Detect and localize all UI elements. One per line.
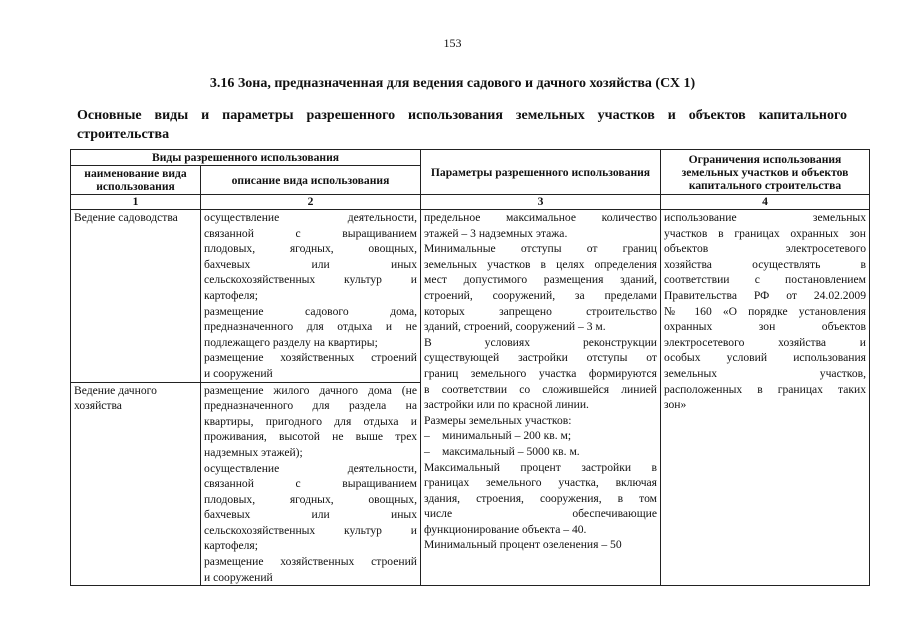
- restriction-line: зон»: [664, 398, 687, 412]
- usage-description-cell: [201, 382, 421, 586]
- parameter-line: здания, строения, сооружения, в том: [424, 491, 657, 505]
- description-line: плодовых, ягодных, овощных,: [204, 492, 417, 506]
- restriction-line: объектов электросетевого: [664, 242, 866, 256]
- description-line: сельскохозяйственных культур и: [204, 273, 417, 287]
- header-usage-name: наименование вида использования: [71, 166, 201, 195]
- list-dash: –: [424, 429, 430, 443]
- parameter-list-item: [424, 444, 657, 460]
- usage-name-cell: [71, 210, 201, 383]
- description-line: размещение хозяйственных строений: [204, 555, 417, 569]
- parameter-line: предельное максимальное количество: [424, 211, 657, 224]
- header-usage-description: описание вида использования: [201, 166, 421, 195]
- parameter-line: строений, сооружений, за пределами: [424, 288, 657, 302]
- restriction-line: использование земельных: [664, 211, 866, 224]
- usage-name-cell: [71, 382, 201, 586]
- parameter-line: границ земельного участка формируются: [424, 366, 657, 380]
- parameter-line: Максимальный процент застройки в: [424, 460, 657, 474]
- restriction-line: Правительства РФ от 24.02.2009: [664, 288, 866, 302]
- description-line: бахчевых или иных: [204, 257, 417, 271]
- parameter-line: максимальный – 5000 кв. м.: [442, 444, 580, 458]
- column-number: 2: [201, 195, 421, 210]
- description-line: картофеля;: [204, 288, 258, 302]
- column-number: 4: [661, 195, 870, 210]
- parameter-line: земельных участков в целях определения: [424, 257, 657, 271]
- description-line: картофеля;: [204, 539, 258, 553]
- parameter-line: функционирование объекта – 40.: [424, 522, 587, 536]
- parameter-line: минимальный – 200 кв. м;: [442, 429, 572, 443]
- land-use-table: [70, 149, 870, 586]
- description-line: размещение жилого дачного дома (не: [204, 383, 417, 397]
- page-number: 153: [443, 36, 462, 50]
- description-line: сельскохозяйственных культур и: [204, 523, 417, 537]
- description-line: бахчевых или иных: [204, 508, 417, 522]
- restriction-line: особых условий использования: [664, 351, 866, 365]
- description-line: и сооружений: [204, 570, 273, 584]
- description-line: надземных этажей);: [204, 445, 303, 459]
- restriction-line: расположенных в границах таких: [664, 382, 866, 396]
- restriction-line: хозяйства осуществлять в: [664, 257, 866, 271]
- section-title: 3.16 Зона, предназначенная для ведения садового и дачного хозяйства (СХ 1): [209, 76, 696, 91]
- parameter-line: которых запрещено строительство: [424, 304, 657, 318]
- description-line: предназначенного для раздела на: [204, 399, 417, 413]
- restriction-line: земельных участков,: [664, 366, 866, 380]
- parameter-line: Минимальный процент озеленения – 50: [424, 538, 622, 552]
- parameters-cell: [421, 210, 661, 586]
- restriction-line: соответствии с постановлением: [664, 273, 866, 287]
- description-line: размещение хозяйственных строений: [204, 351, 417, 365]
- description-line: плодовых, ягодных, овощных,: [204, 242, 417, 256]
- restriction-line: охранных зон объектов: [664, 320, 866, 334]
- parameter-line: в соответствии со сложившейся линией: [424, 382, 657, 396]
- header-restrictions: Ограничения использования земельных участков и объектов капитального строительства: [661, 150, 870, 195]
- description-line: связанной с выращиванием: [204, 226, 417, 240]
- table-row: [71, 210, 870, 383]
- parameter-line: этажей – 3 надземных этажа.: [424, 226, 568, 240]
- header-parameters: Параметры разрешенного использования: [421, 150, 661, 195]
- description-line: осуществление деятельности,: [204, 211, 417, 224]
- description-line: и сооружений: [204, 366, 273, 380]
- parameter-list-item: [424, 428, 657, 444]
- restriction-line: № 160 «О порядке установления: [664, 304, 866, 318]
- usage-name: Ведение дачного хозяйства: [74, 383, 157, 413]
- list-dash: –: [424, 444, 430, 458]
- usage-description-cell: [201, 210, 421, 383]
- parameter-line: В условиях реконструкции: [424, 335, 657, 349]
- description-line: предназначенного для отдыха и не: [204, 320, 417, 334]
- description-line: проживания, высотой не выше трех: [204, 430, 417, 444]
- parameter-line: застройки или по красной линии.: [424, 398, 589, 412]
- column-number-row: [71, 195, 870, 210]
- description-line: размещение садового дома,: [204, 304, 417, 318]
- usage-name: Ведение садоводства: [74, 211, 178, 224]
- parameter-line: Минимальные отступы от границ: [424, 242, 657, 256]
- column-number: 3: [421, 195, 661, 210]
- parameter-line: мест допустимого размещения зданий,: [424, 273, 657, 287]
- parameter-line: границах земельного участка, включая: [424, 476, 657, 490]
- description-line: квартиры, пригодного для отдыха и: [204, 414, 417, 428]
- column-number: 1: [71, 195, 201, 210]
- description-line: связанной с выращиванием: [204, 477, 417, 491]
- parameter-line: существующей застройки отступы от: [424, 351, 657, 365]
- description-line: подлежащего разделу на квартиры;: [204, 335, 378, 349]
- description-line: осуществление деятельности,: [204, 461, 417, 475]
- restriction-line: участков в границах охранных зон: [664, 226, 866, 240]
- restriction-line: электросетевого хозяйства и: [664, 335, 866, 349]
- restrictions-cell: [661, 210, 870, 586]
- table-subtitle: Основные виды и параметры разрешенного использования земельных участков и объектов капитального строительства: [77, 108, 847, 142]
- header-group-usage-types: Виды разрешенного использования: [71, 150, 421, 166]
- table-header-row: [71, 150, 870, 166]
- parameter-line: зданий, строений, сооружений – 3 м.: [424, 320, 606, 334]
- parameter-line: Размеры земельных участков:: [424, 413, 572, 427]
- parameter-line: числе обеспечивающие: [424, 507, 657, 521]
